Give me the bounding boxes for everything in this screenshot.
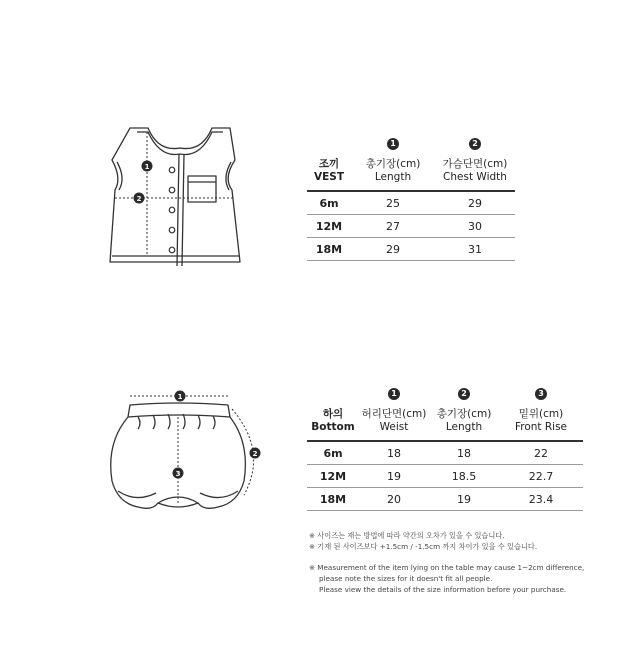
bottom-col-waist-en: Weist [379,421,409,433]
chest-value: 31 [435,238,515,261]
bottom-col-length-ko: 총기장(cm) [436,408,492,420]
waist-number-badge: 1 [388,388,400,400]
vest-col-chest-ko: 가슴단면(cm) [442,158,508,170]
length-value: 27 [351,215,435,238]
note-size-difference: ※ 기재 된 사이즈보다 +1.5cm / -1.5cm 까지 차이가 있을 수 있습니다. [309,542,538,551]
vest-marker-1 [142,161,153,172]
svg-text:1: 1 [177,393,183,401]
table-row [307,465,583,488]
size-label: 18M [307,488,359,511]
vest-illustration [100,120,250,280]
svg-text:1: 1 [144,163,150,171]
rise-number-badge: 3 [535,388,547,400]
bottom-col-waist-ko: 허리단면(cm) [361,408,427,420]
vest-col-length-ko: 총기장(cm) [365,158,421,170]
svg-text:2: 2 [136,195,142,203]
size-label: 12M [307,215,351,238]
waist-value: 20 [359,488,429,511]
bottom-col-length-en: Length [445,421,483,433]
vest-col-chest-en: Chest Width [443,171,507,183]
vest-name-ko: 조끼 [318,158,340,170]
length-number-badge: 1 [387,138,399,150]
length-value: 29 [351,238,435,261]
chest-value: 29 [435,191,515,215]
length-value: 19 [429,488,499,511]
note-english-line3: Please view the details of the size information before your purchase. [319,585,567,594]
size-label: 18M [307,238,351,261]
table-row [307,488,583,511]
bottom-marker-2 [250,448,261,459]
vest-name-en: VEST [313,171,345,183]
note-english-line2: please note the sizes for it doesn't fit all people. [319,574,493,583]
length-value: 18 [429,441,499,465]
length-number-badge: 2 [458,388,470,400]
bottom-name-en: Bottom [311,421,355,433]
rise-value: 23.4 [499,488,583,511]
rise-value: 22.7 [499,465,583,488]
bottom-marker-3 [173,468,184,479]
note-measurement-error: ※ 사이즈는 재는 방법에 따라 약간의 오차가 있을 수 있습니다. [309,531,505,540]
length-value: 18.5 [429,465,499,488]
chest-number-badge: 2 [469,138,481,150]
table-row [307,215,515,238]
vest-size-table [307,134,515,261]
bottom-col-rise-ko: 밑위(cm) [518,408,564,420]
bottom-illustration [98,383,278,531]
vest-marker-2 [134,193,145,204]
chest-value: 30 [435,215,515,238]
bottom-size-table [307,384,583,511]
size-label: 6m [307,441,359,465]
vest-col-length-en: Length [374,171,412,183]
svg-text:2: 2 [252,450,258,458]
table-row [307,238,515,261]
bottom-marker-1 [175,391,186,402]
svg-text:3: 3 [175,470,181,478]
waist-value: 18 [359,441,429,465]
table-row [307,191,515,215]
table-row [307,441,583,465]
bottom-col-rise-en: Front Rise [514,421,568,433]
rise-value: 22 [499,441,583,465]
size-label: 6m [307,191,351,215]
note-english-line1: ※ Measurement of the item lying on the table may cause 1~2cm difference, [309,563,585,572]
bottom-name-ko: 하의 [322,408,344,420]
size-label: 12M [307,465,359,488]
length-value: 25 [351,191,435,215]
waist-value: 19 [359,465,429,488]
size-notes [309,530,629,595]
